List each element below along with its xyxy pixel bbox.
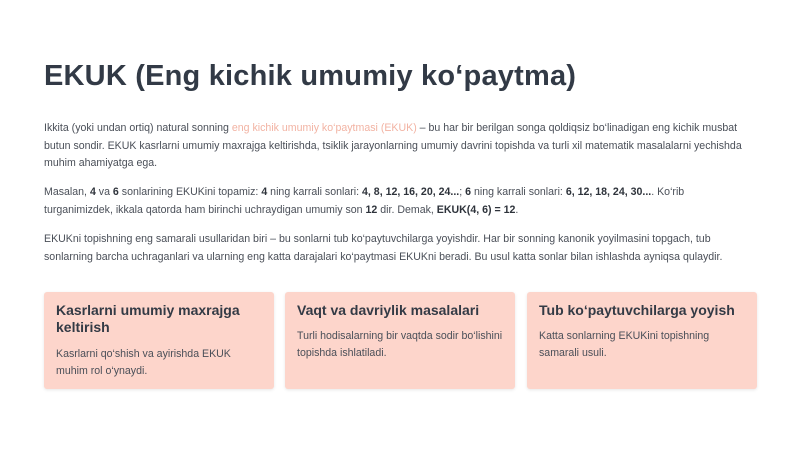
card-text: Kasrlarni qo‘shish va ayirishda EKUK muhim rol o‘ynaydi. bbox=[56, 348, 231, 377]
example-text: ; bbox=[459, 186, 466, 198]
intro-paragraph bbox=[44, 120, 756, 173]
card-title: Kasrlarni umumiy maxrajga keltirish bbox=[56, 302, 240, 335]
example-text: Masalan, bbox=[44, 186, 90, 198]
card-text: Katta sonlarning EKUKini topishning samarali usuli. bbox=[539, 330, 710, 359]
page-title: EKUK (Eng kichik umumiy ko‘paytma) bbox=[44, 60, 577, 92]
intro-text-end: – bu har bir berilgan songa qoldiqsiz bo‘linadigan eng kichik musbat butun sondir. EKUK kasrlarni umumiy maxrajga keltirishda, tsiklik jarayonlarning umumiy davrini topishda va turli xil matematik masalalarni yechishda muhim ahamiyatga ega. bbox=[44, 122, 742, 169]
card-text: Turli hodisalarning bir vaqtda sodir bo‘lishini topishda ishlatiladi. bbox=[297, 330, 503, 359]
card-title: Tub ko‘paytuvchilarga yoyish bbox=[539, 302, 735, 318]
example-text: sonlarining EKUKini topamiz: bbox=[118, 186, 262, 198]
example-paragraph bbox=[44, 184, 756, 219]
intro-highlight: eng kichik umumiy ko‘paytmasi (EKUK) bbox=[231, 122, 417, 134]
example-number: 12 bbox=[365, 203, 378, 216]
method-paragraph: EKUKni topishning eng samarali usullaridan biri – bu sonlarni tub ko‘paytuvchilarga yoyishdir. Har bir sonning kanonik yoyilmasini topgach, tub sonlarning barcha uchraganlari va ularning eng katta darajalari ko‘paytmasi EKUKni beradi. Bu usul katta sonlar bilan ishlashda ayniqsa qulaydir. bbox=[44, 233, 723, 263]
card-periodicity bbox=[285, 292, 515, 389]
example-text: va bbox=[95, 186, 113, 198]
example-number: 6 bbox=[112, 186, 119, 198]
example-text: dir. Demak, bbox=[377, 203, 437, 216]
card-title: Vaqt va davriylik masalalari bbox=[297, 302, 480, 318]
example-text: ning karrali sonlari: bbox=[267, 186, 363, 198]
card-prime-factorization bbox=[527, 292, 757, 389]
example-number: 4 bbox=[89, 186, 96, 198]
example-result: EKUK(4, 6) = 12 bbox=[436, 203, 516, 216]
intro-text-start: Ikkita (yoki undan ortiq) natural sonning bbox=[44, 122, 232, 134]
example-text: . Ko‘rib turganimizdek, ikkala qatorda ham birinchi uchraydigan umumiy son bbox=[44, 186, 685, 216]
example-text: ning karrali sonlari: bbox=[471, 186, 566, 198]
example-number: 6 bbox=[465, 186, 472, 198]
multiples-of-4: 4, 8, 12, 16, 20, 24... bbox=[362, 186, 460, 198]
example-text: . bbox=[515, 203, 519, 216]
card-fractions bbox=[44, 292, 274, 389]
multiples-of-6: 6, 12, 18, 24, 30... bbox=[565, 186, 652, 198]
example-number: 4 bbox=[261, 186, 268, 198]
